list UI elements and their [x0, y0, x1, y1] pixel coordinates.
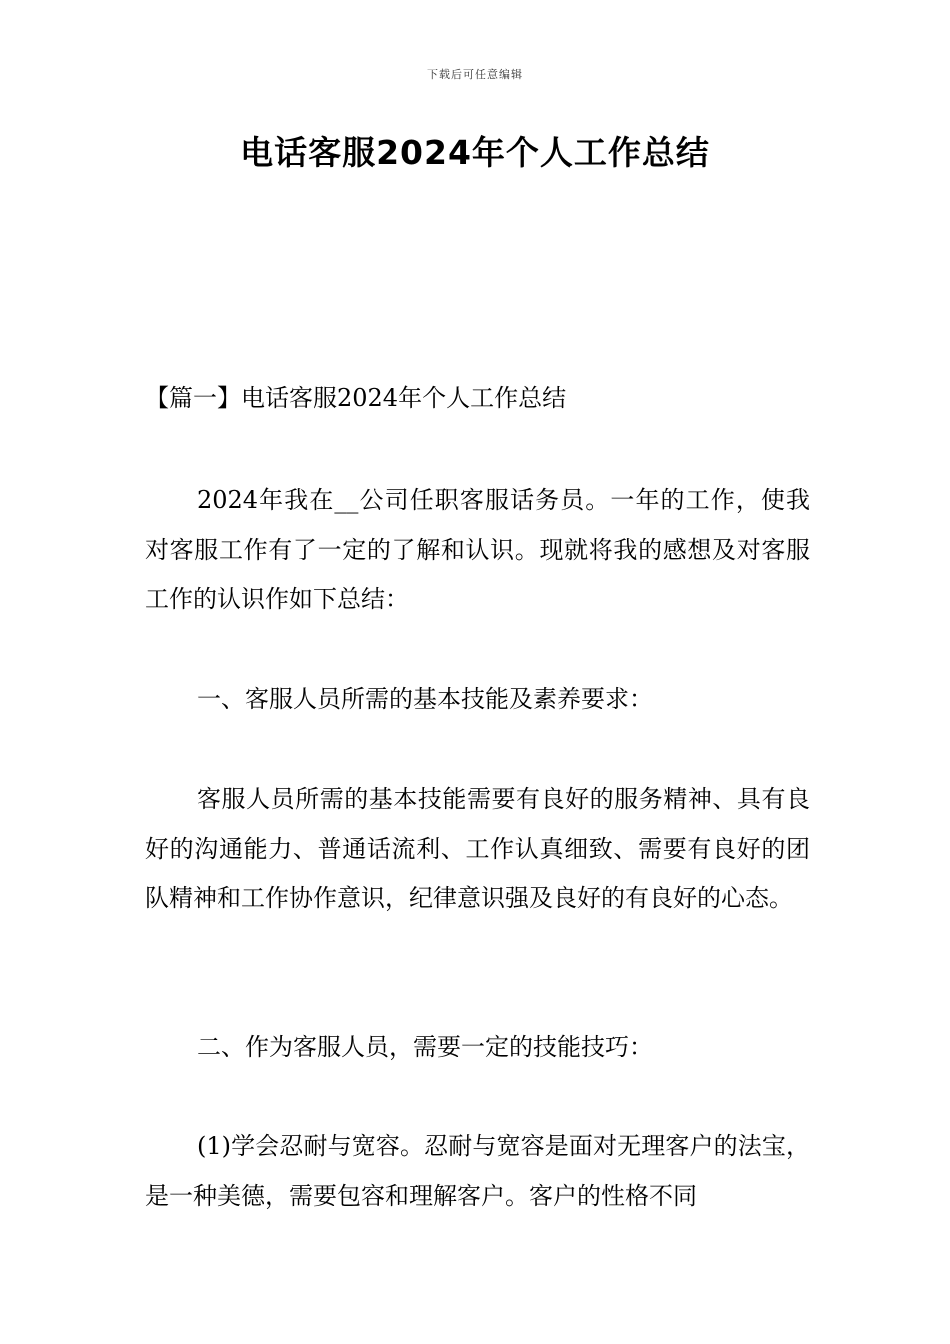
- header-note: 下载后可任意编辑: [427, 68, 523, 81]
- section-heading: 【篇一】电话客服2024年个人工作总结: [145, 384, 567, 412]
- paragraph-intro: 2024年我在__公司任职客服话务员。一年的工作，使我对客服工作有了一定的了解和认识。现就将我的感想及对客服工作的认识作如下总结：: [145, 486, 810, 613]
- paragraph-skills-description: 客服人员所需的基本技能需要有良好的服务精神、具有良好的沟通能力、普通话流利、工作认真细致、需要有良好的团队精神和工作协作意识，纪律意识强及良好的有良好的心态。: [145, 785, 810, 912]
- paragraph-heading-skills-requirements: 一、客服人员所需的基本技能及素养要求：: [197, 685, 653, 713]
- document-title: 电话客服2024年个人工作总结: [240, 133, 710, 172]
- paragraph-patience: (1)学会忍耐与宽容。忍耐与宽容是面对无理客户的法宝，是一种美德，需要包容和理解客户。客户的性格不同: [145, 1132, 810, 1210]
- paragraph-heading-techniques: 二、作为客服人员，需要一定的技能技巧：: [197, 1033, 653, 1061]
